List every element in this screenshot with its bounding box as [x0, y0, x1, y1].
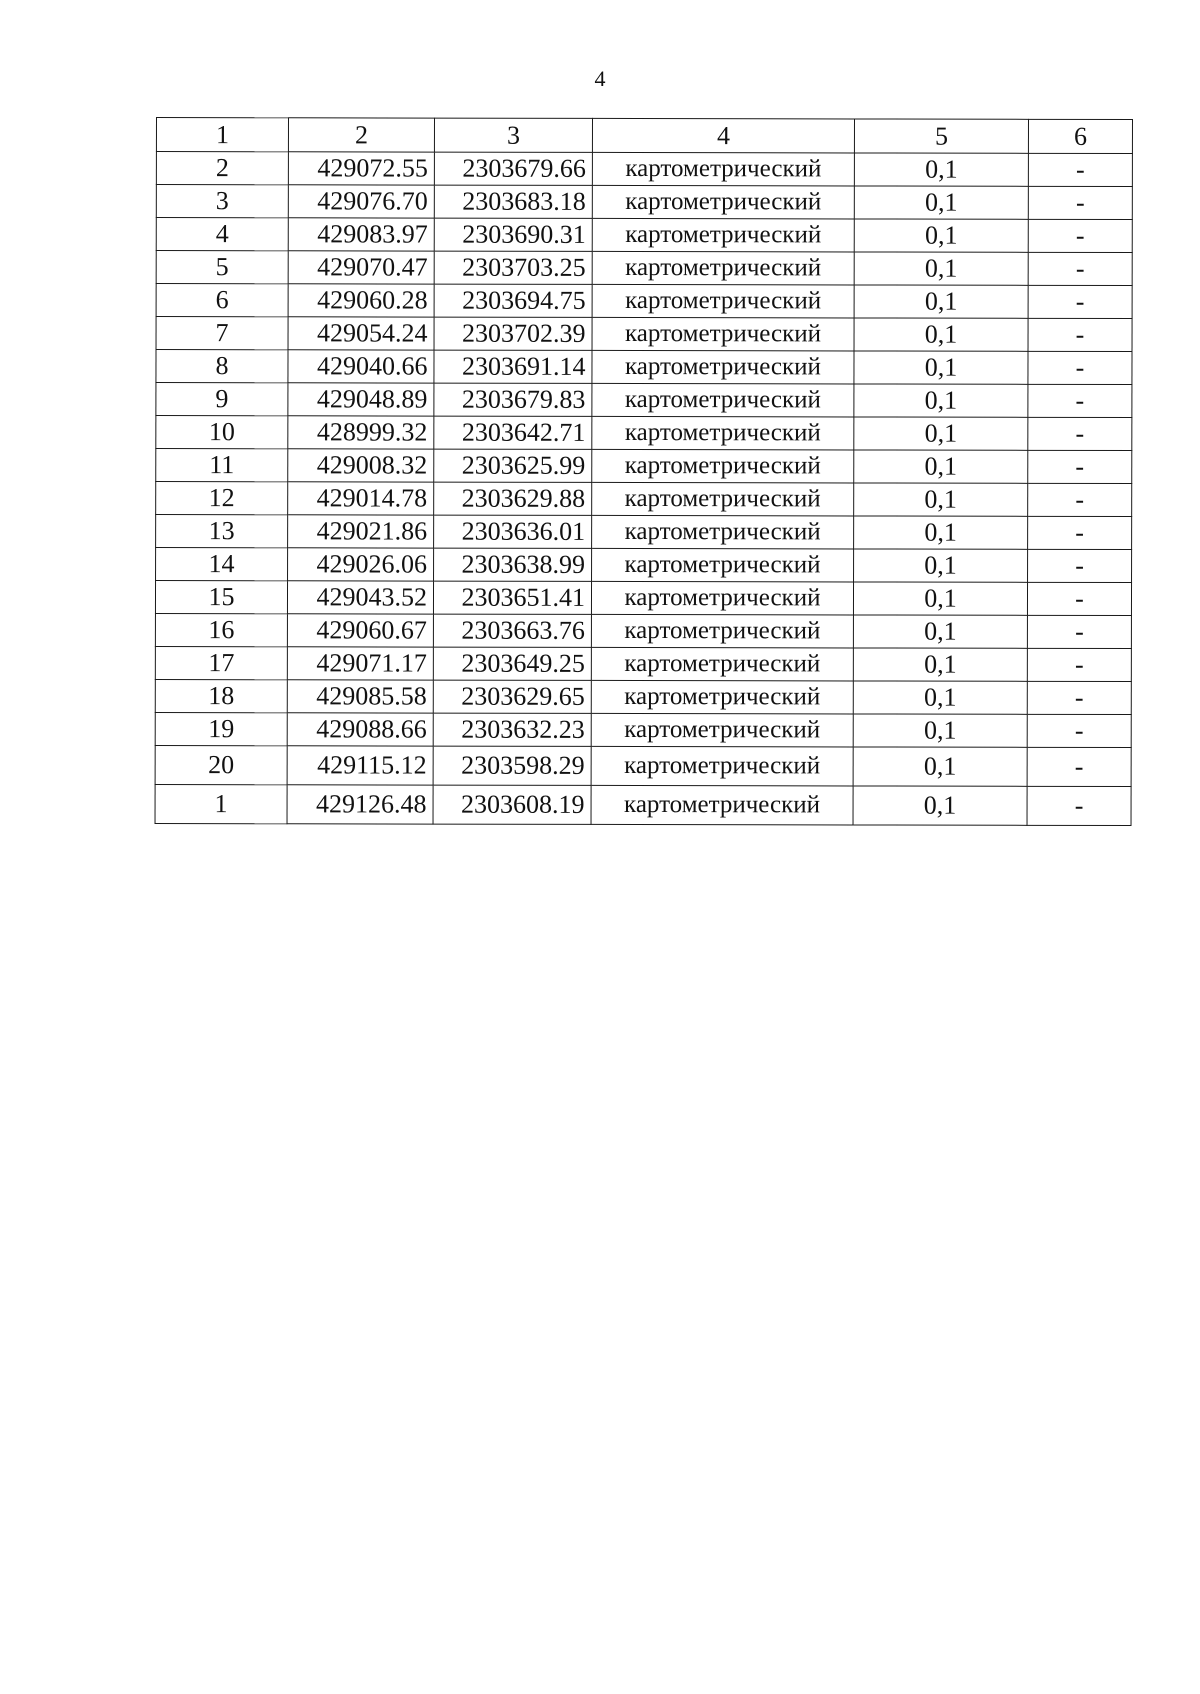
note-cell: -: [1028, 318, 1132, 351]
point-number-cell: 14: [156, 548, 288, 581]
note-cell: -: [1027, 648, 1131, 681]
table-row: [156, 515, 1132, 550]
x-coordinate-cell: 429070.47: [288, 251, 434, 284]
method-cell: картометрический: [591, 746, 853, 786]
method-cell: картометрический: [592, 449, 854, 483]
point-number-cell: 13: [156, 515, 288, 548]
y-coordinate-cell: 2303679.66: [434, 152, 592, 185]
accuracy-cell: 0,1: [854, 318, 1028, 351]
y-coordinate-cell: 2303608.19: [433, 785, 591, 824]
method-cell: картометрический: [591, 647, 853, 681]
y-coordinate-cell: 2303629.65: [433, 680, 591, 713]
accuracy-cell: 0,1: [854, 483, 1028, 516]
table-row: [156, 482, 1132, 517]
table-header-row: [156, 118, 1132, 154]
table-row: [156, 185, 1132, 220]
point-number-cell: 4: [156, 218, 288, 251]
note-cell: -: [1028, 351, 1132, 384]
table-row: [156, 317, 1132, 352]
point-number-cell: 19: [155, 712, 287, 745]
y-coordinate-cell: 2303649.25: [433, 647, 591, 680]
table-row: [156, 251, 1132, 286]
table-row: [155, 745, 1131, 786]
coordinates-table: [155, 117, 1133, 826]
accuracy-cell: 0,1: [853, 747, 1027, 786]
point-number-cell: 18: [155, 679, 287, 712]
y-coordinate-cell: 2303625.99: [434, 449, 592, 482]
note-cell: -: [1027, 582, 1131, 615]
table-row: [155, 679, 1131, 714]
point-number-cell: 15: [155, 581, 287, 614]
header-cell-col-2: 2: [288, 118, 434, 152]
table-row: [155, 784, 1131, 825]
x-coordinate-cell: 429060.28: [288, 284, 434, 317]
y-coordinate-cell: 2303702.39: [434, 317, 592, 350]
accuracy-cell: 0,1: [854, 351, 1028, 384]
point-number-cell: 2: [156, 152, 288, 185]
method-cell: картометрический: [591, 713, 853, 747]
note-cell: -: [1027, 714, 1131, 747]
table-row: [155, 712, 1131, 747]
header-cell-col-3: 3: [434, 118, 592, 152]
y-coordinate-cell: 2303632.23: [433, 713, 591, 746]
x-coordinate-cell: 429060.67: [287, 614, 433, 647]
method-cell: картометрический: [592, 515, 854, 549]
x-coordinate-cell: 429115.12: [287, 746, 433, 785]
x-coordinate-cell: 429083.97: [288, 218, 434, 251]
note-cell: -: [1028, 516, 1132, 549]
note-cell: -: [1028, 417, 1132, 450]
y-coordinate-cell: 2303598.29: [433, 746, 591, 785]
x-coordinate-cell: 429085.58: [287, 680, 433, 713]
y-coordinate-cell: 2303642.71: [434, 416, 592, 449]
y-coordinate-cell: 2303679.83: [434, 383, 592, 416]
accuracy-cell: 0,1: [853, 582, 1027, 615]
x-coordinate-cell: 429040.66: [288, 350, 434, 383]
x-coordinate-cell: 429076.70: [288, 185, 434, 218]
x-coordinate-cell: 429043.52: [287, 581, 433, 614]
x-coordinate-cell: 429021.86: [288, 515, 434, 548]
table-row: [156, 218, 1132, 253]
method-cell: картометрический: [591, 581, 853, 615]
note-cell: -: [1028, 219, 1132, 252]
table-row: [156, 350, 1132, 385]
table-row: [156, 152, 1132, 187]
accuracy-cell: 0,1: [853, 615, 1027, 648]
coordinates-table-body: [155, 118, 1132, 826]
point-number-cell: 1: [155, 784, 287, 823]
table-row: [156, 548, 1132, 583]
method-cell: картометрический: [592, 152, 854, 186]
note-cell: -: [1027, 747, 1131, 786]
accuracy-cell: 0,1: [854, 285, 1028, 318]
point-number-cell: 12: [156, 482, 288, 515]
y-coordinate-cell: 2303629.88: [434, 482, 592, 515]
accuracy-cell: 0,1: [853, 648, 1027, 681]
note-cell: -: [1028, 549, 1132, 582]
x-coordinate-cell: 429048.89: [288, 383, 434, 416]
accuracy-cell: 0,1: [854, 219, 1028, 252]
accuracy-cell: 0,1: [854, 186, 1028, 219]
note-cell: -: [1028, 450, 1132, 483]
note-cell: -: [1027, 615, 1131, 648]
x-coordinate-cell: 429008.32: [288, 449, 434, 482]
x-coordinate-cell: 428999.32: [288, 416, 434, 449]
header-cell-col-1: 1: [156, 118, 288, 152]
x-coordinate-cell: 429071.17: [287, 647, 433, 680]
accuracy-cell: 0,1: [854, 153, 1028, 186]
y-coordinate-cell: 2303663.76: [433, 614, 591, 647]
accuracy-cell: 0,1: [853, 681, 1027, 714]
y-coordinate-cell: 2303683.18: [434, 185, 592, 218]
method-cell: картометрический: [592, 548, 854, 582]
point-number-cell: 11: [156, 449, 288, 482]
accuracy-cell: 0,1: [854, 252, 1028, 285]
note-cell: -: [1028, 186, 1132, 219]
point-number-cell: 10: [156, 416, 288, 449]
header-cell-col-5: 5: [854, 119, 1028, 153]
point-number-cell: 7: [156, 317, 288, 350]
note-cell: -: [1028, 252, 1132, 285]
y-coordinate-cell: 2303703.25: [434, 251, 592, 284]
method-cell: картометрический: [592, 284, 854, 318]
table-row: [156, 449, 1132, 484]
x-coordinate-cell: 429026.06: [288, 548, 434, 581]
point-number-cell: 6: [156, 284, 288, 317]
point-number-cell: 9: [156, 383, 288, 416]
method-cell: картометрический: [591, 614, 853, 648]
point-number-cell: 16: [155, 613, 287, 646]
method-cell: картометрический: [592, 317, 854, 351]
note-cell: -: [1028, 285, 1132, 318]
accuracy-cell: 0,1: [854, 549, 1028, 582]
y-coordinate-cell: 2303651.41: [433, 581, 591, 614]
method-cell: картометрический: [592, 416, 854, 450]
table-row: [155, 646, 1131, 681]
y-coordinate-cell: 2303636.01: [434, 515, 592, 548]
table-row: [156, 383, 1132, 418]
y-coordinate-cell: 2303690.31: [434, 218, 592, 251]
page-number: 4: [594, 66, 606, 91]
accuracy-cell: 0,1: [853, 714, 1027, 747]
method-cell: картометрический: [592, 383, 854, 417]
y-coordinate-cell: 2303694.75: [434, 284, 592, 317]
method-cell: картометрический: [591, 680, 853, 714]
method-cell: картометрический: [592, 185, 854, 219]
method-cell: картометрический: [592, 350, 854, 384]
method-cell: картометрический: [592, 251, 854, 285]
x-coordinate-cell: 429014.78: [288, 482, 434, 515]
x-coordinate-cell: 429072.55: [288, 152, 434, 185]
x-coordinate-cell: 429088.66: [287, 713, 433, 746]
method-cell: картометрический: [592, 218, 854, 252]
note-cell: -: [1027, 681, 1131, 714]
x-coordinate-cell: 429054.24: [288, 317, 434, 350]
accuracy-cell: 0,1: [853, 786, 1027, 825]
table-row: [155, 581, 1131, 616]
accuracy-cell: 0,1: [854, 450, 1028, 483]
point-number-cell: 8: [156, 350, 288, 383]
accuracy-cell: 0,1: [854, 516, 1028, 549]
table-row: [155, 613, 1131, 648]
x-coordinate-cell: 429126.48: [287, 785, 433, 824]
point-number-cell: 3: [156, 185, 288, 218]
y-coordinate-cell: 2303691.14: [434, 350, 592, 383]
header-cell-col-4: 4: [592, 118, 854, 153]
point-number-cell: 5: [156, 251, 288, 284]
note-cell: -: [1028, 153, 1132, 186]
method-cell: картометрический: [591, 785, 853, 825]
point-number-cell: 17: [155, 646, 287, 679]
note-cell: -: [1027, 786, 1131, 825]
header-cell-col-6: 6: [1028, 119, 1132, 153]
note-cell: -: [1028, 384, 1132, 417]
accuracy-cell: 0,1: [854, 417, 1028, 450]
method-cell: картометрический: [592, 482, 854, 516]
y-coordinate-cell: 2303638.99: [434, 548, 592, 581]
table-row: [156, 416, 1132, 451]
note-cell: -: [1028, 483, 1132, 516]
point-number-cell: 20: [155, 745, 287, 784]
table-row: [156, 284, 1132, 319]
accuracy-cell: 0,1: [854, 384, 1028, 417]
